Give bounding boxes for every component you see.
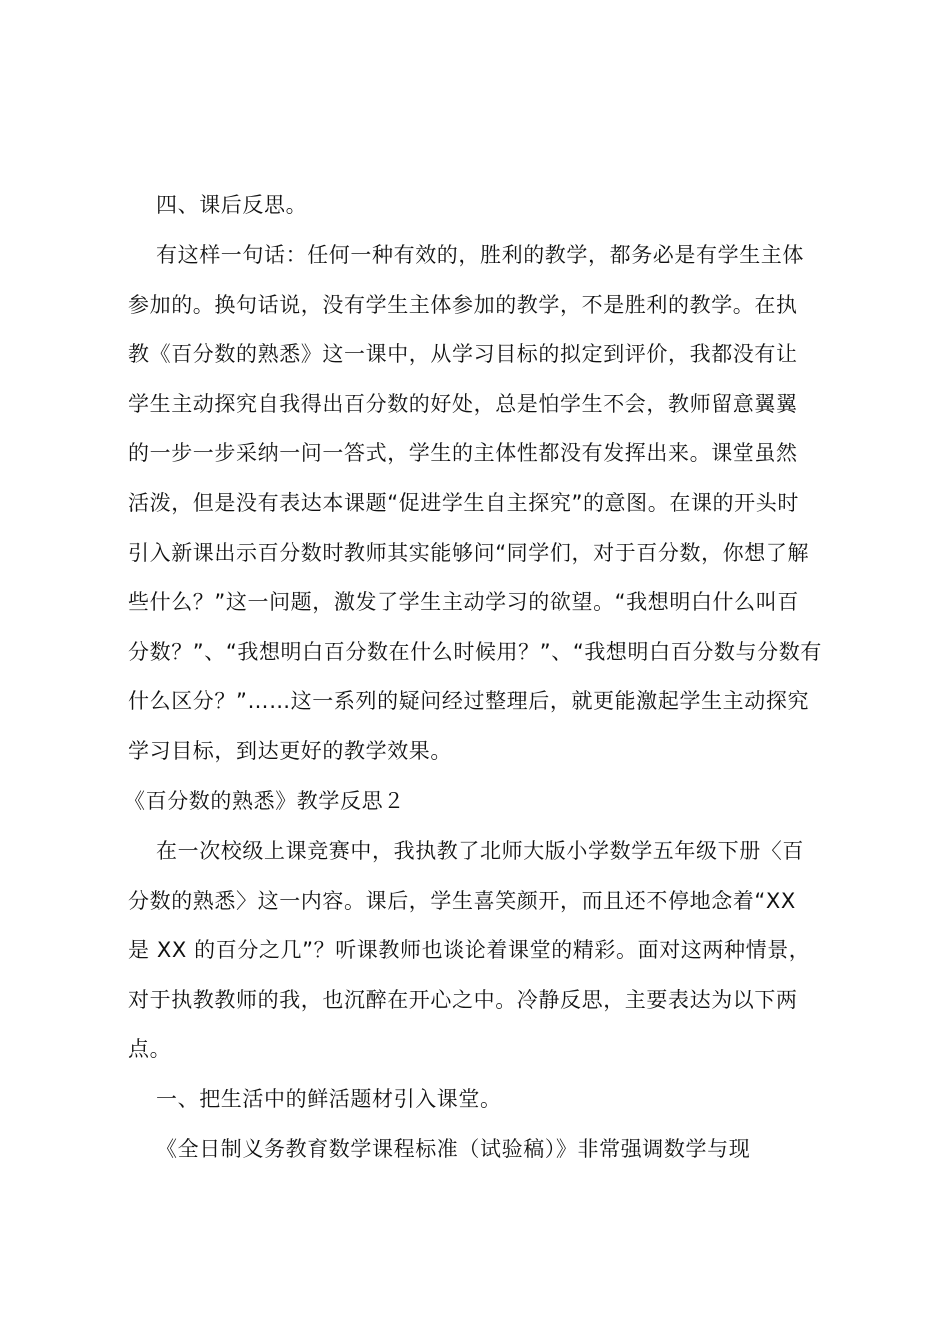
paragraph-line: 分数？”、“我想明白百分数在什么时候用？”、“我想明白百分数与分数有 bbox=[128, 640, 822, 664]
paragraph-line: 活泼，但是没有表达本课题“促进学生自主探究”的意图。在课的开头时 bbox=[128, 491, 799, 515]
section-heading: 一、把生活中的鲜活题材引入课堂。 bbox=[156, 1087, 502, 1111]
article-title: 《百分数的熟悉》教学反思２ bbox=[124, 789, 405, 813]
paragraph-line: 教《百分数的熟悉》这一课中，从学习目标的拟定到评价，我都没有让 bbox=[128, 342, 798, 366]
paragraph-line: 点。 bbox=[128, 1037, 172, 1061]
paragraph-line: 学习目标，到达更好的教学效果。 bbox=[128, 739, 452, 763]
paragraph-line: 学生主动探究自我得出百分数的好处，总是怕学生不会，教师留意翼翼 bbox=[128, 392, 798, 416]
section-heading: 四、课后反思。 bbox=[156, 193, 308, 217]
paragraph-line: 《全日制义务教育数学课程标准（试验稿）》非常强调数学与现 bbox=[156, 1137, 751, 1161]
paragraph-line: 的一步一步采纳一问一答式，学生的主体性都没有发挥出来。课堂虽然 bbox=[128, 441, 798, 465]
paragraph-line: 有这样一句话：任何一种有效的，胜利的教学，都务必是有学生主体 bbox=[156, 243, 804, 267]
paragraph-line: 些什么？”这一问题，激发了学生主动学习的欲望。“我想明白什么叫百 bbox=[128, 590, 799, 614]
paragraph-line: 是 XX 的百分之几”？听课教师也谈论着课堂的精彩。面对这两种情景， bbox=[128, 938, 811, 962]
paragraph-line: 分数的熟悉〉这一内容。课后，学生喜笑颜开，而且还不停地念着“XX bbox=[128, 889, 796, 913]
paragraph-line: 引入新课出示百分数时教师其实能够问“同学们，对于百分数，你想了解 bbox=[128, 541, 810, 565]
paragraph-line: 在一次校级上课竞赛中，我执教了北师大版小学数学五年级下册〈百 bbox=[156, 839, 804, 863]
paragraph-line: 什么区分？”……这一系列的疑问经过整理后，就更能激起学生主动探究 bbox=[128, 689, 810, 713]
paragraph-line: 参加的。换句话说，没有学生主体参加的教学，不是胜利的教学。在执 bbox=[128, 293, 798, 317]
paragraph-line: 对于执教教师的我，也沉醉在开心之中。冷静反思，主要表达为以下两 bbox=[128, 988, 798, 1012]
